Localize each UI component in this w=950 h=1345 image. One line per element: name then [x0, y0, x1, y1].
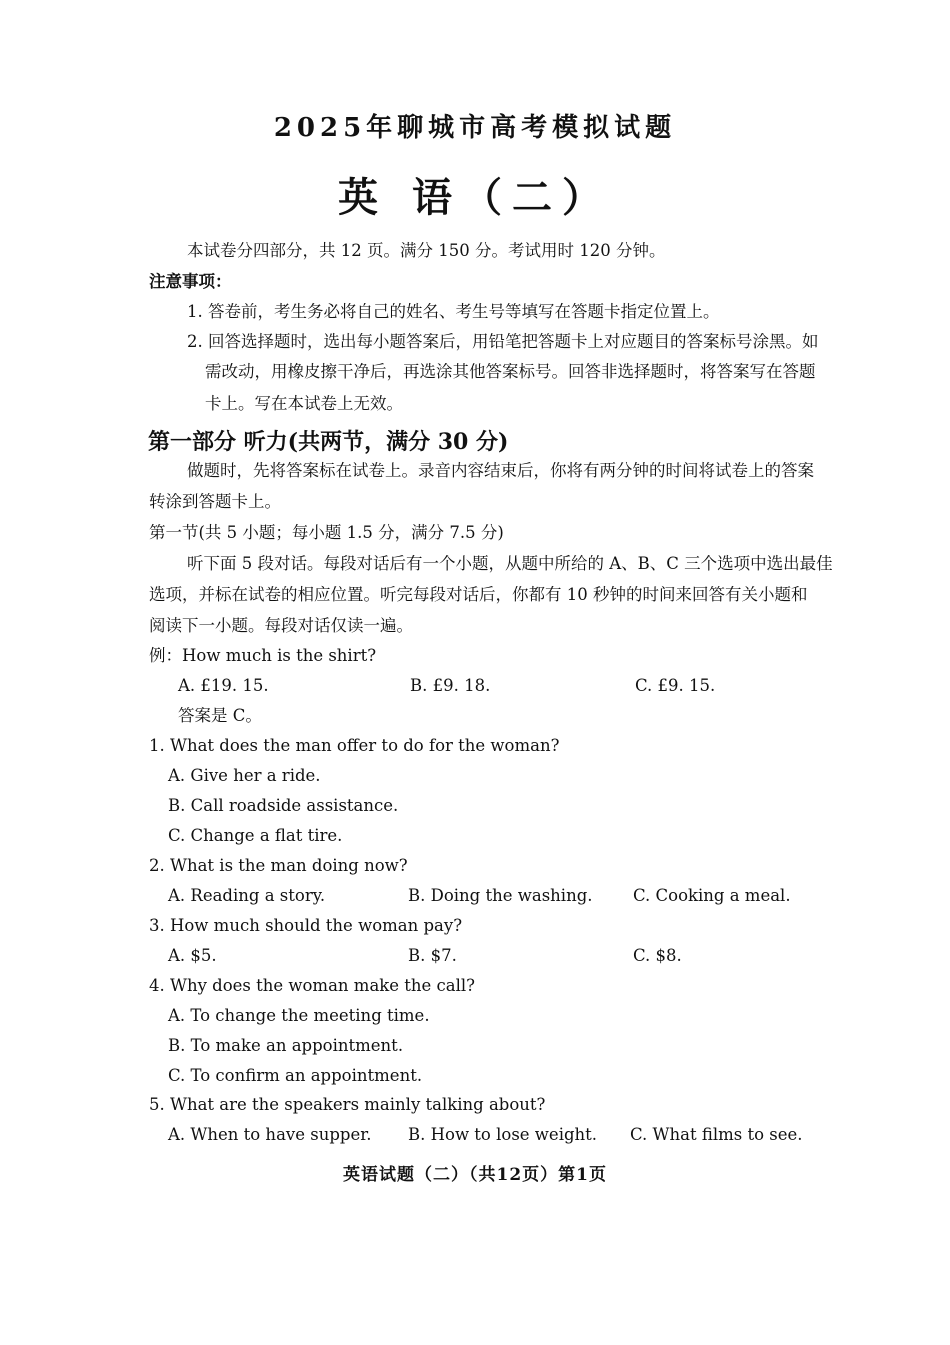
- page-footer: 英语试题（二）（共12页）第1页: [343, 1165, 607, 1185]
- part1-instructions-line-1: 做题时，先将答案标在试卷上。录音内容结束后，你将有两分钟的时间将试卷上的答案: [187, 461, 814, 480]
- part1-heading: 第一部分 听力(共两节，满分 30 分): [148, 429, 509, 455]
- question-1-option-b: B. Call roadside assistance.: [168, 796, 399, 815]
- question-5-option-c: C. What films to see.: [630, 1125, 803, 1144]
- question-1-stem: 1. What does the man offer to do for the woman?: [149, 736, 560, 755]
- question-2-option-a: A. Reading a story.: [168, 886, 326, 905]
- section1-line-2: 选项，并标在试卷的相应位置。听完每段对话后，你都有 10 秒钟的时间来回答有关小题和: [149, 585, 808, 604]
- question-4-option-c: C. To confirm an appointment.: [168, 1066, 423, 1085]
- section1-heading: 第一节(共 5 小题；每小题 1.5 分，满分 7.5 分): [149, 523, 504, 542]
- question-2-stem: 2. What is the man doing now?: [149, 856, 408, 875]
- example-option-a: A. £19. 15.: [178, 676, 269, 695]
- question-1-option-a: A. Give her a ride.: [168, 766, 321, 785]
- example-option-b: B. £9. 18.: [410, 676, 491, 695]
- section1-line-3: 阅读下一小题。每段对话仅读一遍。: [149, 616, 413, 635]
- example-option-c: C. £9. 15.: [635, 676, 716, 695]
- question-4-option-a: A. To change the meeting time.: [168, 1006, 430, 1025]
- question-3-option-c: C. $8.: [633, 946, 682, 965]
- notice-item-2-line-1: 2. 回答选择题时，选出每小题答案后，用铅笔把答题卡上对应题目的答案标号涂黑。如: [187, 332, 819, 351]
- question-3-option-a: A. $5.: [168, 946, 217, 965]
- notice-item-2-line-3: 卡上。写在本试卷上无效。: [205, 394, 403, 413]
- question-3-stem: 3. How much should the woman pay?: [149, 916, 463, 935]
- question-2-option-b: B. Doing the washing.: [408, 886, 593, 905]
- notice-item-1: 1. 答卷前，考生务必将自己的姓名、考生号等填写在答题卡指定位置上。: [187, 302, 720, 321]
- section1-line-1: 听下面 5 段对话。每段对话后有一个小题，从题中所给的 A、B、C 三个选项中选出最佳: [187, 554, 833, 573]
- exam-title: 2025年聊城市高考模拟试题: [273, 113, 677, 143]
- question-3-option-b: B. $7.: [408, 946, 457, 965]
- question-5-stem: 5. What are the speakers mainly talking about?: [149, 1095, 546, 1114]
- question-5-option-a: A. When to have supper.: [168, 1125, 372, 1144]
- question-5-option-b: B. How to lose weight.: [408, 1125, 598, 1144]
- example-answer: 答案是 C。: [178, 706, 262, 725]
- subject-title: 英 语（二）: [338, 174, 612, 221]
- part1-instructions-line-2: 转涂到答题卡上。: [149, 492, 281, 511]
- notice-item-2-line-2: 需改动，用橡皮擦干净后，再选涂其他答案标号。回答非选择题时，将答案写在答题: [205, 362, 816, 381]
- question-4-option-b: B. To make an appointment.: [168, 1036, 404, 1055]
- intro-text: 本试卷分四部分，共 12 页。满分 150 分。考试用时 120 分钟。: [187, 241, 666, 260]
- example-question: 例：How much is the shirt?: [149, 646, 377, 665]
- question-2-option-c: C. Cooking a meal.: [633, 886, 791, 905]
- question-1-option-c: C. Change a flat tire.: [168, 826, 343, 845]
- question-4-stem: 4. Why does the woman make the call?: [149, 976, 476, 995]
- notice-heading: 注意事项：: [149, 272, 232, 291]
